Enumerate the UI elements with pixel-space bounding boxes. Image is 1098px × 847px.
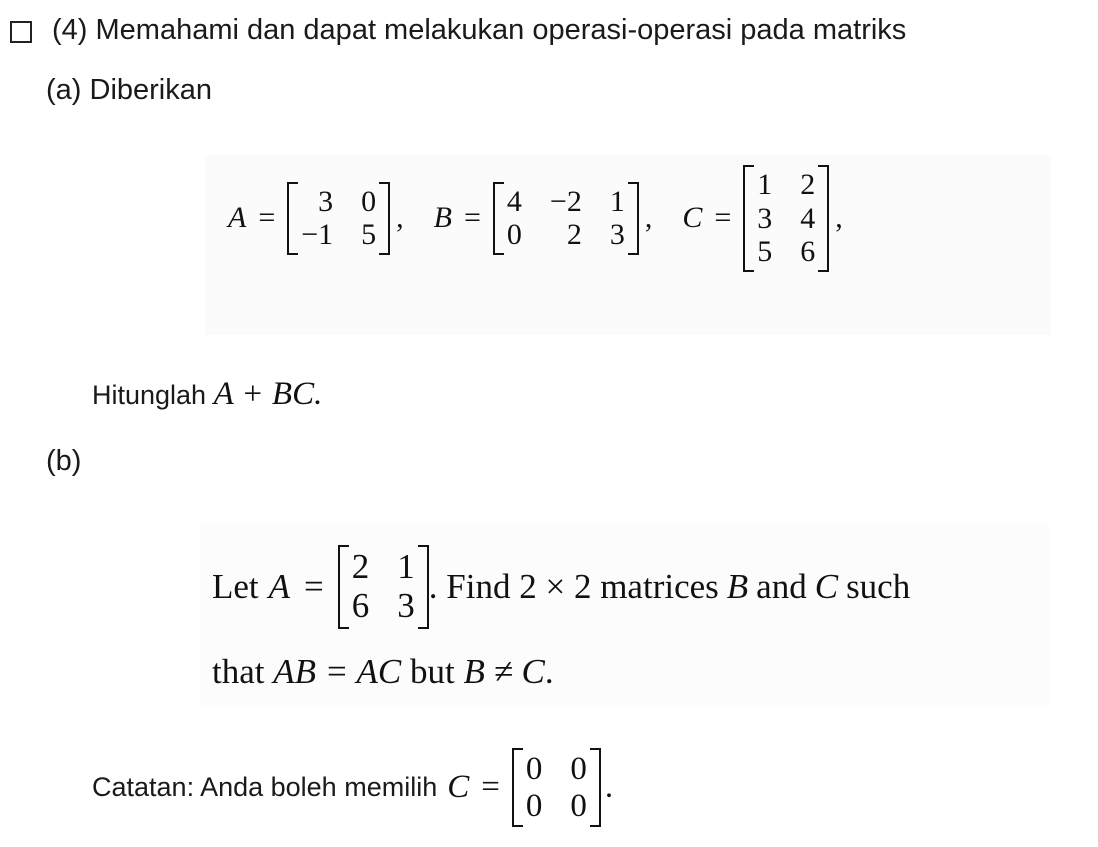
find-c: C (814, 566, 839, 606)
part-b-that-line (212, 650, 554, 694)
matrix-cell-r3-c1: 5 (757, 235, 773, 268)
matrix-cell-r2-c2: 5 (361, 218, 377, 252)
and-text: and (756, 566, 807, 606)
note-zero-matrix (512, 748, 601, 827)
matrix-cell-r1-c2: 0 (361, 184, 377, 218)
matrix-cell-r1-c1: 2 (351, 547, 370, 586)
matrix-c-name: C (682, 201, 703, 235)
matrix-cell-r2-c1: −1 (301, 218, 334, 252)
matrix-cell-r3-c2: 6 (800, 235, 816, 268)
matrix-cell-r2-c2: 2 (566, 218, 582, 252)
matrix-b (493, 182, 639, 255)
matrix-cell-r2-c2: 3 (397, 585, 415, 625)
matrix-b-name: B (433, 201, 452, 235)
matrix-cell-r2-c1: 6 (351, 585, 370, 625)
matrix-cell-r1-c1: 0 (525, 751, 543, 787)
part-a-label: (a) Diberikan (46, 74, 212, 106)
matrix-cell-r1-c1: 1 (757, 168, 773, 201)
matrix-cell-r1-c1: 3 (318, 184, 334, 218)
matrix-cell-r1-c2: 2 (800, 168, 816, 201)
part-b-let-line: Let A = 2 1 6 3 . Find 2 × 2 matrices B and C such (212, 545, 910, 629)
instruction-prefix: Hitunglah (92, 380, 207, 410)
matrix-cell-r1-c1: 4 (506, 184, 522, 218)
matrix-a (287, 182, 390, 255)
task-heading: (4) Memahami dan dapat melakukan operasi-operasi pada matriks (52, 14, 907, 46)
matrix-cell-r1-c3: 1 (609, 184, 625, 218)
find-text: . Find 2 × 2 matrices (428, 566, 719, 606)
matrix-cell-r1-c2: 1 (397, 547, 415, 586)
equation-ab-ac: AB = AC (273, 652, 402, 691)
note-end: . (604, 769, 614, 806)
but-text: but (409, 652, 455, 691)
part-b-matrix-name: A (268, 566, 291, 606)
matrix-cell-r1-c2: 0 (570, 751, 587, 787)
matrix-a-name: A (228, 201, 247, 235)
matrix-c (743, 165, 829, 272)
matrix-cell-r2-c2: 4 (800, 201, 816, 235)
note-matrix-name: C (447, 769, 470, 806)
part-b-label: (b) (46, 445, 82, 477)
find-b: B (726, 566, 749, 606)
part-b-matrix-a (338, 545, 429, 629)
matrix-cell-r2-c3: 3 (609, 218, 625, 252)
such-text: such (846, 566, 911, 606)
let-prefix: Let (212, 566, 259, 606)
part-a-instruction (92, 374, 322, 415)
note-prefix: Catatan: Anda boleh memilih (92, 772, 438, 803)
part-b-note: Catatan: Anda boleh memilih C = 0 0 0 0 . (92, 748, 613, 827)
matrix-cell-r2-c1: 3 (757, 201, 773, 235)
task-checkbox[interactable] (10, 21, 32, 43)
inequality-b-c: B ≠ C (463, 652, 545, 691)
matrix-cell-r2-c2: 0 (570, 787, 587, 824)
matrix-cell-r2-c1: 0 (525, 787, 543, 824)
that-prefix: that (212, 652, 265, 691)
matrix-cell-r1-c2: −2 (549, 184, 582, 218)
matrix-cell-r2-c1: 0 (506, 218, 522, 252)
matrix-definitions: A = 3 0 −1 5 , B = 4 −2 1 0 2 3 , C = 1 2 3 4 5 6 , (228, 165, 843, 272)
instruction-expression: A + BC. (213, 376, 323, 412)
that-line-end: . (544, 652, 554, 691)
